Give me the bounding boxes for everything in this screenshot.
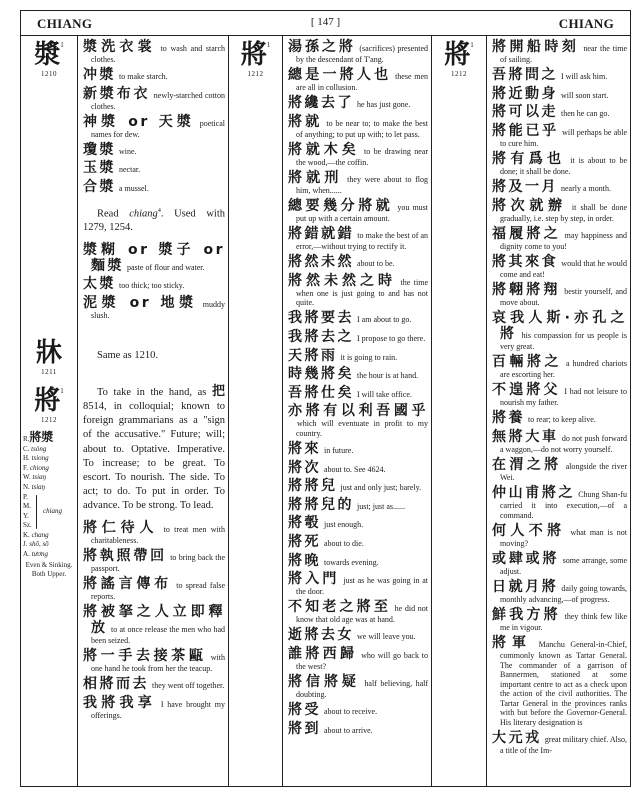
entry-chinese: 亦將有以利吾國乎 [288,403,428,420]
text-column2-head-tone: 1 [266,41,271,49]
entry-english: to rear; to keep alive. [528,415,596,425]
entry-english: to bring back the passport. [91,552,226,573]
header-left-keyword: CHIANG [37,16,93,31]
entry-chinese: 我將要去 [288,310,354,327]
dictionary-entry [492,254,627,280]
dictionary-entry [492,282,627,308]
head-character-1212 [21,387,77,424]
dictionary-entry [492,151,627,177]
entry-chinese: 將次 [288,459,321,476]
entry-english: nectar. [119,165,141,175]
text-column1-head2-char: 牀 [35,338,62,368]
dictionary-entry [288,310,428,326]
entry-chinese: 將將兒 [288,478,338,495]
entry-chinese: 相將而去 [83,676,149,693]
dictionary-entry [83,648,225,674]
entry-chinese: 逝將去女 [288,627,354,644]
character-gutter-2 [229,35,283,786]
entry-chinese: 神漿 or 天漿 [83,113,196,130]
entry-english: just as he was going in at the door. [296,576,429,597]
entry-english: about to be. [357,259,395,269]
dictionary-entry [288,95,428,111]
entry-english: would that he would come and eat! [500,258,628,279]
entry-chinese: 將到 [288,720,321,737]
entry-chinese: 將一手去接茶甌 [83,648,207,665]
entry-english: I had not leisure to nourish my father. [500,387,628,408]
dictionary-entry [83,114,225,140]
dictionary-entry [288,329,428,345]
entry-english: alongside the river Wei. [500,462,627,482]
text-column3-head-char: 將 [444,40,471,70]
brace-icon [36,495,37,529]
dictionary-entry [288,534,428,550]
entry-chinese: 將可以走 [492,104,558,121]
entry-chinese: 不知老之將至 [288,599,391,616]
entry-english: to make the best of an error,—without trying to rectify it. [296,231,429,252]
entry-english: to treat men with charitableness. [91,524,225,545]
entry-english: I have brought my offerings. [91,699,225,720]
dictionary-entry [288,273,428,308]
text-column1-readings-lines2-0-value: chang [31,530,49,539]
entry-english: wine. [119,146,137,156]
entry-chinese: 將入門 [288,571,340,588]
entry-chinese: 將執照帶回 [83,547,167,564]
text-column1-read_note_1: Read [97,208,130,220]
dictionary-entry [83,179,225,195]
dictionary-entry [492,67,627,83]
entry-english: to spread false reports. [91,580,226,601]
text-column1-readings-lines-1-label: H. [23,454,30,463]
entry-chinese: 將開船時刻 [492,39,580,55]
entry-chinese: 合漿 [83,179,116,196]
entry-chinese: 將能已乎 [492,122,559,139]
text-column1-readings-lines-1-value: tsiong [31,454,49,463]
dictionary-entry [288,478,428,494]
entry-chinese: 將纔去了 [288,95,354,112]
entry-english: poetical names for dew. [91,118,226,139]
entry-chinese: 新漿布衣 [83,85,151,102]
text-column1-readings-lines-0-label: C. [23,444,30,453]
entry-english: it shall be done gradually, i.e. step by step, in order. [500,202,628,223]
dictionary-entry [288,460,428,476]
entry-chinese: 將養 [492,410,525,427]
entry-english: we will leave you. [357,632,416,642]
entry-chinese: 將及一月 [492,179,558,196]
entry-english: the hour is at hand. [357,371,419,381]
page-header [21,11,630,36]
entry-english: muddy slush. [91,299,225,320]
entry-chinese: 百輛將之 [492,354,562,371]
dictionary-entry [83,276,225,292]
entry-english: (sacrifices) presented by the descendant of T'ang. [296,44,428,64]
dictionary-entry [288,114,428,140]
dictionary-entry [83,86,225,112]
entry-chinese: 瓊漿 [83,141,116,158]
text-column1-readings-lines-2-label: F. [23,463,29,472]
entry-chinese: 將翺將翔 [492,281,561,298]
entry-english: to wash and starch clothes. [91,44,226,64]
entry-chinese: 鮮我方將 [492,606,561,623]
tone-note: Even & Sinking. Both Upper. [25,561,73,579]
entry-english: he did not know that old age was at hand. [296,604,429,625]
text-column1-head1-tone: 1 [60,41,64,49]
text-column1-readings-lines-3-value: tsiaŋ [32,473,46,482]
dictionary-entry [83,142,225,158]
entry-english: what man is not moving? [500,527,628,548]
dictionary-entry [83,520,225,546]
head-character-1212 [432,41,486,78]
entry-chinese: 將就刑 [288,169,343,186]
entry-chinese: 總要幾分將就 [288,198,394,215]
text-column1-head3-tone: 1 [60,387,64,395]
dictionary-entry [288,385,428,401]
entry-chinese: 將有爲也 [492,150,566,167]
entry-english: about to die. [324,538,364,548]
text-column1-head1-num: 1210 [41,70,57,78]
text-column1-readings-r_label: R. [23,435,30,443]
entry-chinese: 何人不將 [492,522,566,539]
entry-chinese: 福履將之 [492,225,561,242]
character-gutter-3 [432,35,487,786]
text-column1-readings-group_value: chiang [43,506,63,515]
entry-english: half believing, half doubting. [296,679,429,700]
dictionary-entry [288,646,428,672]
dictionary-entry [492,179,627,195]
dictionary-entry [288,39,428,65]
entry-chinese: 吾將問之 [492,67,558,84]
dictionary-entry [83,295,225,321]
entry-chinese: 玉漿 [83,160,116,177]
dictionary-entry [288,254,428,270]
dictionary-entry [288,348,428,364]
entry-english: it is going to rain. [340,352,398,362]
dictionary-entry [288,515,428,531]
entry-chinese: 時幾將矣 [288,366,354,383]
dictionary-entry [288,198,428,224]
entry-chinese: 將信將疑 [288,674,360,691]
entry-english: I will take office. [357,389,412,399]
text-column2-head-char: 將 [240,40,267,70]
text-column1-readings-group_labels-2: Y. [23,511,29,520]
entries-column-2 [283,35,432,786]
dictionary-entry [492,457,627,483]
entry-english: then he can go. [561,109,610,119]
entry-english: I am about to go. [357,315,412,325]
entry-english: they went off together. [152,681,225,691]
entry-english: just and only just; barely. [340,483,422,493]
dictionary-entry [83,548,225,574]
entry-chinese: 將仁待人 [83,519,159,536]
dictionary-entry [492,382,627,408]
entry-english: paste of flour and water. [127,262,205,272]
entry-chinese: 將然未然之時 [288,272,396,289]
text-column1-readings-lines2-1-value: shō, sō [29,540,49,549]
text-column1-definition_2: 8514, in colloquial; known to foreign grammarians as a "sign of the accusative." Future; will; about to. Optative. Imperative. To increase; to be great. To escort. To nourish. The side. To act; to do. To put in order. To advance. To be strong. To lead. [83,401,225,512]
dictionary-entry [288,170,428,196]
text-column1-read_note_it: chiang [129,208,158,220]
definition-1212 [83,385,225,514]
entry-chinese: 將次就辦 [492,197,567,214]
dictionary-entry [288,441,428,457]
dictionary-entry [492,579,627,605]
text-column1-readings-group_labels-3: Sz. [23,521,32,530]
dictionary-entry [492,607,627,633]
dictionary-entry [288,403,428,438]
entry-english: they think few like me in vigour. [500,611,627,632]
dictionary-entry [492,429,627,455]
entry-english: great military chief. Also, a title of the Im- [500,734,628,755]
text-column1-head3-char: 將 [34,386,61,416]
text-column1-readings-lines2-2-label: A. [23,549,30,558]
dictionary-entry [288,674,428,700]
entry-english: it is about to be done; it shall be done. [500,155,628,176]
entry-english: with one hand he took from her the teacup. [91,653,226,674]
entry-chinese: 吾將仕矣 [288,384,354,401]
entry-english: he has just gone. [357,100,411,110]
text-column1-readings-lines2-0-label: K. [23,530,30,539]
header-right-keyword: CHIANG [558,16,614,31]
entry-chinese: 在渭之將 [492,457,562,473]
entry-chinese: 日就月將 [492,578,559,595]
entry-chinese: 將近動身 [492,85,558,102]
entry-chinese: 我將我享 [83,694,157,711]
entry-chinese: 將被拏之人立即釋放 [83,603,225,636]
page-number: [ 147 ] [310,16,341,28]
entry-chinese: 將晚 [288,552,321,569]
entry-english: his compassion for us people is very great. [500,331,628,352]
dictionary-entry [492,551,627,577]
entry-chinese: 將就木矣 [288,141,360,158]
entry-english: to make starch. [119,72,168,82]
text-column1-definition_1: To take in the hand, as [97,386,212,398]
entry-chinese: 將就 [288,113,323,130]
entry-english: I will ask him. [561,72,608,82]
dictionary-entry [288,571,428,597]
entry-chinese: 將死 [288,533,321,550]
text-column1-readings-lines-2-value: chiong [29,463,49,472]
text-column1-readings-lines-4-label: N. [23,482,30,491]
entry-english: in future. [324,446,354,455]
head-character-1211 [21,339,77,376]
page-body [21,35,630,786]
entry-english: nearly a month. [561,184,611,194]
dictionary-entry [288,553,428,569]
text-column3-head-tone: 1 [470,41,474,49]
text-column1-definition_zh: 把 [211,383,225,399]
text-column1-readings-lines2-1-label: J. [23,540,28,549]
dictionary-entry [492,635,627,727]
entry-chinese: 大元戎 [492,729,542,746]
entry-english: who will go back to the west? [296,650,428,671]
entry-chinese: 將來 [288,441,321,457]
entries-column-1 [78,35,229,786]
entry-english: the time when one is just going to and has not quite. [296,277,428,308]
text-column1-readings-lines-3-label: W. [23,473,31,482]
entry-chinese: 將受 [288,702,321,719]
entry-english: bestir yourself, and move about. [500,286,627,307]
dictionary-entry [83,242,225,274]
entry-english: Chung Shan-fu carried it into execution,—of a command. [500,490,628,520]
dictionary-entry [492,354,627,380]
text-column1-head2-num: 1211 [41,368,57,376]
entry-chinese: 仲山甫將之 [492,485,576,502]
entry-chinese: 太漿 [83,276,116,293]
entry-english: towards evening. [324,557,379,567]
text-column1-head1-char: 漿 [34,40,61,70]
entry-chinese: 我將去之 [288,329,354,346]
entry-english: some arrange, some adjust. [500,555,628,576]
entry-english: about to arrive. [324,725,373,735]
entry-chinese: 泥漿 or 地漿 [83,294,198,311]
entry-chinese: 湯孫之將 [288,39,356,55]
entry-chinese: 將彀 [288,515,321,532]
entry-english: too thick; too sticky. [119,281,185,291]
entry-chinese: 誰將西歸 [288,645,358,662]
entry-english: just enough. [324,520,364,530]
head-character-1212 [229,41,282,78]
dictionary-entry [288,721,428,737]
entry-english: these men are all in collusion. [296,72,429,93]
entry-chinese: 冲漿 [83,67,116,84]
text-column1-readings-lines2-2-value: tương [31,549,49,558]
entry-english: will soon start. [561,90,609,100]
entry-english: near the time of sailing. [500,44,628,64]
dictionary-entry [288,599,428,625]
text-column1-readings-group_labels-0: P. [23,492,28,501]
entry-english: daily going towards, monthly advancing,—of progress. [500,583,628,604]
dictionary-entry [492,410,627,426]
text-column1-readings-lines-0-value: tsöng [31,444,47,453]
dictionary-entry [288,142,428,168]
dictionary-entry [288,627,428,643]
entry-english: about to. See 4624. [324,464,386,474]
dictionary-entry [288,366,428,382]
character-gutter-1 [21,35,78,786]
entry-chinese: 不遑將父 [492,382,561,399]
dictionary-entry [492,198,627,224]
dictionary-entry [83,695,225,721]
entries-column-3 [487,35,630,786]
dictionary-entry [492,86,627,102]
entry-chinese: 將將兒的 [288,496,354,513]
entry-chinese: 將謠言傳布 [83,575,172,592]
dictionary-entry [492,730,627,756]
dictionary-entry [288,67,428,93]
read-note [83,204,225,236]
entry-english: which will eventuate in profit to my country. [296,419,428,438]
dictionary-entry [288,226,428,252]
entry-chinese: 將其來食 [492,253,559,270]
dictionary-entry [83,160,225,176]
dictionary-entry [83,576,225,602]
dictionary-entry [83,676,225,692]
entry-chinese: 將錯就錯 [288,226,355,243]
entry-english: a mussel. [119,184,149,194]
entry-chinese: 或肆或將 [492,550,560,567]
same-as-note: Same as 1210. [97,349,158,361]
text-column1-readings-lines-4-value: tsiaŋ [31,482,46,491]
text-column1-read_note_tone: 4 [157,207,161,214]
entry-english: to at once release the men who had been seized. [91,624,226,645]
head-character-1210 [21,41,77,78]
reading-group-chiang [23,493,75,531]
entry-english: about to receive. [324,707,378,717]
dictionary-entry [492,39,627,65]
entry-english: to be near to; to make the best of anything; to put up with; to let pass. [296,118,428,139]
dictionary-entry [492,310,627,352]
entry-english: newly-starched cotton clothes. [91,90,225,111]
dictionary-entry [492,485,627,520]
dictionary-entry [492,226,627,252]
entry-chinese: 漿洗衣裳 [83,39,156,55]
entry-chinese: 哀我人斯·亦孔之將 [492,310,627,343]
dictionary-entry [288,497,428,513]
entry-english: I propose to go there. [357,334,426,344]
entry-english: to be drawing near the wood,—the coffin. [296,146,428,167]
entry-english: Manchu General-in-Chief, commonly known as Tartar General. The commander of a garrison of Bannermen, stationed at some important centre to act as a check upon the action of the civil authorities. The Tartar General in the provinces ranks with but before the Governor-General. His literary designation is [500,640,628,727]
dictionary-entry [83,39,225,65]
entry-chinese: 天將雨 [288,347,338,364]
text-column1-readings-r_chars: 將漿 [29,430,54,444]
dictionary-entry [83,67,225,83]
entry-english: will perhaps be able to cure him. [500,127,628,148]
entry-chinese: 總是一將人也 [288,67,392,84]
entry-english: you must put up with a certain amount. [296,203,429,224]
entry-english: may happiness and dignity come to you! [500,230,628,251]
entry-english: just; just as...... [357,501,406,511]
entry-english: a hundred chariots are escorting her. [500,359,628,380]
dictionary-entry [492,104,627,120]
text-column1-head3-num: 1212 [41,416,57,424]
entry-chinese: 漿糊 or 漿子 or 麵漿 [83,241,225,274]
entry-chinese: 將軍 [492,635,533,652]
entry-english: do not push forward a waggon,—do not worry yourself. [500,433,628,454]
entry-english: they were about to flog him, when...... [296,174,429,195]
text-column2-head-num: 1212 [247,70,264,78]
text-column1-read_note_2: . Used with 1279, 1254. [83,208,225,234]
entry-chinese: 將然未然 [288,254,354,271]
dictionary-entry [492,523,627,549]
dialect-readings [23,430,75,579]
dictionary-entry [492,123,627,149]
dictionary-page-frame [20,10,631,787]
dictionary-entry [83,604,225,646]
text-column3-head-num: 1212 [451,70,467,78]
entry-chinese: 無將大車 [492,428,559,445]
dictionary-entry [288,702,428,718]
text-column1-readings-group_labels-1: M. [23,502,31,511]
